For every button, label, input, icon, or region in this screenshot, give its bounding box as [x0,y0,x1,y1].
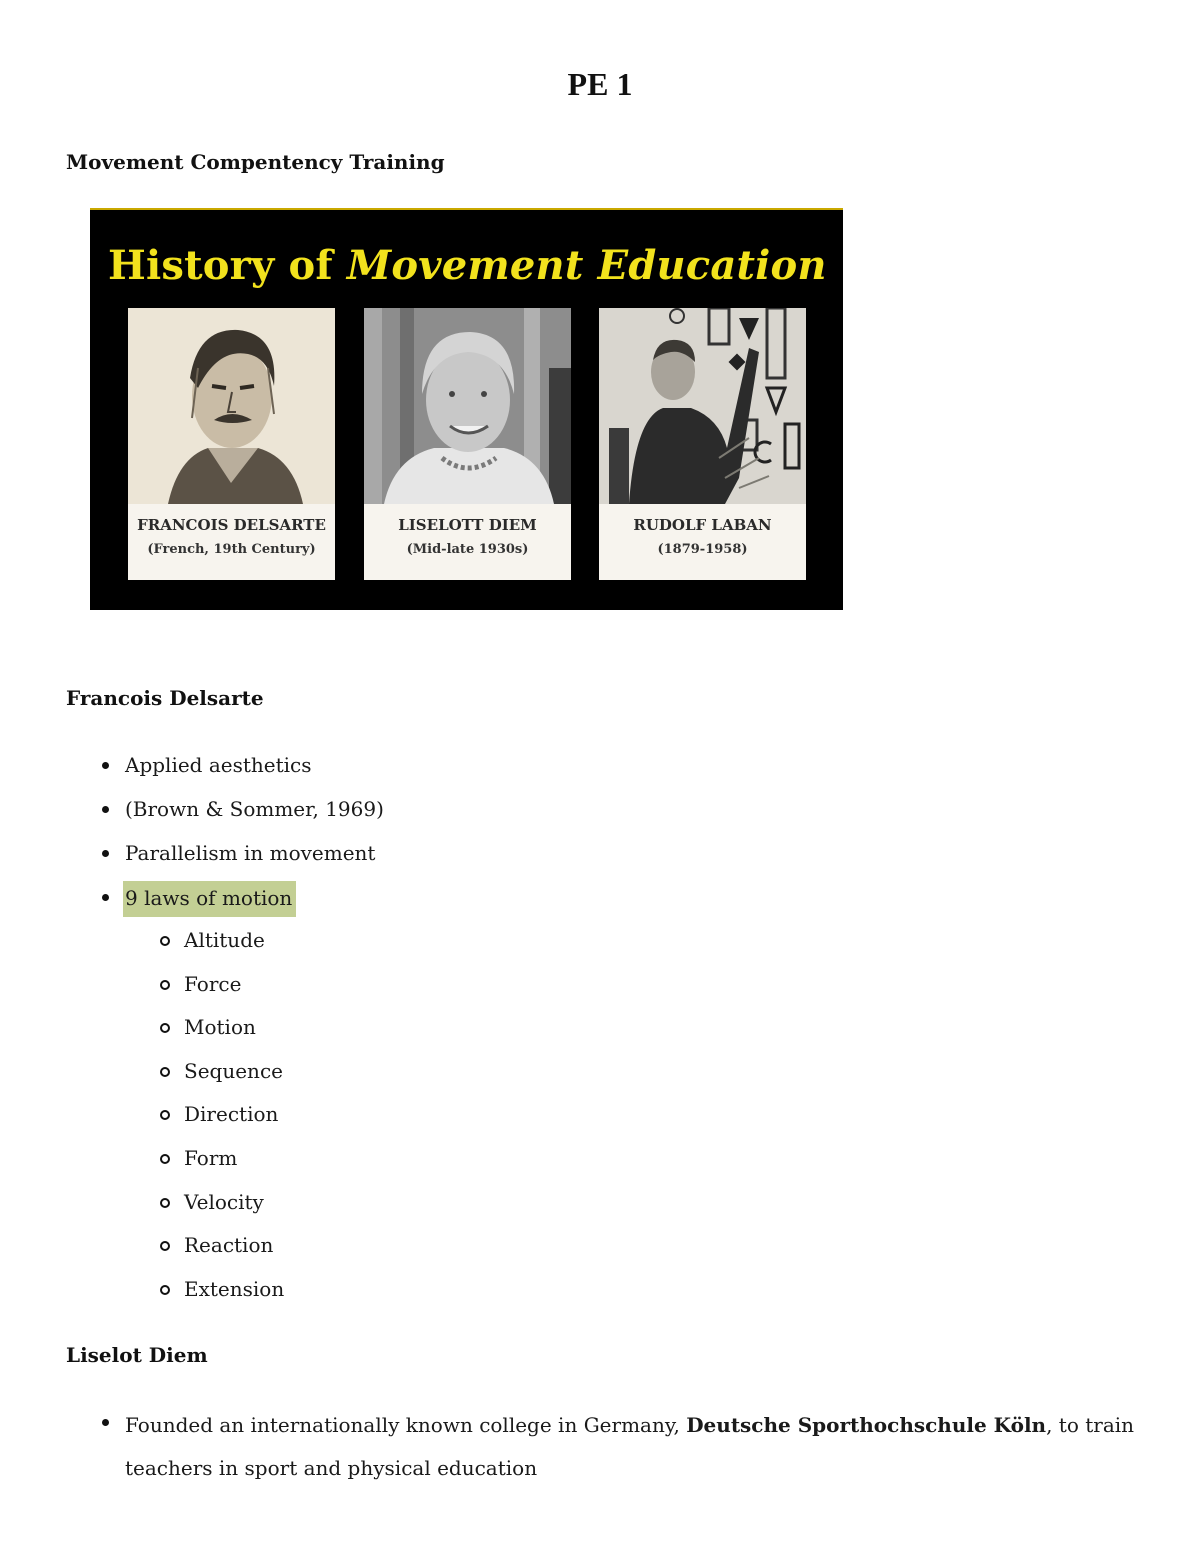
bullet-circle-icon [160,1023,170,1033]
banner-title-plain: History of [108,242,347,289]
page-title: PE 1 [567,66,633,102]
heading-liselot-diem: Liselot Diem [66,1343,208,1367]
heading-francois-delsarte: Francois Delsarte [66,686,264,710]
bullet-circle-icon [160,1198,170,1208]
delsarte-sketch-portrait [128,308,335,504]
bullet-dot-icon [102,1419,109,1426]
card-name-laban: RUDOLF LABAN [633,516,772,534]
bullet-circle-icon [160,1110,170,1120]
banner-title-italic: Movement Education [346,242,827,289]
bullet-dot-icon [102,806,109,813]
diem-bullet-paragraph: Founded an internationally known college in Germany, Deutsche Sporthochschule Köln, to train teachers in sport and physical education [125,1413,1135,1480]
diem-photo-portrait [364,308,571,504]
bullet-circle-icon [160,1241,170,1251]
portrait-card-laban [599,308,806,580]
banner-title [108,242,827,289]
bullet-dot-icon [102,762,109,769]
card-subtitle-delsarte: (French, 19th Century) [147,542,316,557]
bullet-circle-icon [160,980,170,990]
bullet-circle-icon [160,1285,170,1295]
history-banner-image [90,208,843,610]
laban-photo-portrait [599,308,806,504]
bullet-circle-icon [160,936,170,946]
card-subtitle-laban: (1879-1958) [657,542,748,557]
portrait-card-diem [364,308,571,580]
college-name: Deutsche Sporthochschule Köln [686,1413,1047,1437]
document-subtitle: Movement Compentency Training [66,150,445,174]
bullet-dot-icon [102,894,109,901]
bullet-circle-icon [160,1067,170,1077]
card-name-diem: LISELOTT DIEM [398,516,537,534]
portrait-card-delsarte [128,308,335,580]
bullet-dot-icon [102,850,109,857]
bullet-circle-icon [160,1154,170,1164]
card-subtitle-diem: (Mid-late 1930s) [406,542,529,557]
card-name-delsarte: FRANCOIS DELSARTE [137,516,326,534]
highlighted-text: 9 laws of motion [123,881,296,917]
